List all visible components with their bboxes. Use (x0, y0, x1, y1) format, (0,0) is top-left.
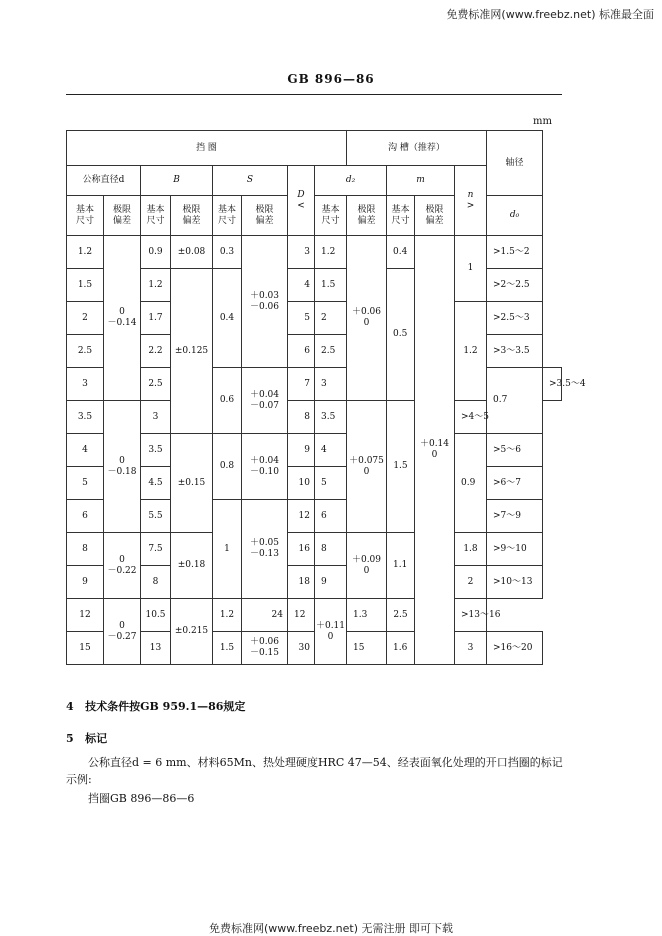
cell-d: 8 (67, 533, 104, 566)
dev-b-b: ±0.125 (171, 269, 213, 434)
sub-dev (171, 196, 213, 236)
cell-line: －0.06 (249, 301, 280, 312)
section-5 (66, 730, 107, 746)
cell-d: 1.2 (67, 236, 104, 269)
dev-b-d: ±0.18 (171, 533, 213, 599)
cell-d0: >9～10 (487, 533, 543, 566)
cell-line: 尺寸 (391, 215, 410, 226)
dev-d2-c (347, 533, 387, 599)
cell-d: 6 (67, 500, 104, 533)
cell-b: 1.7 (141, 302, 171, 335)
cell-d2: 5 (315, 467, 347, 500)
cell-line: 0 (431, 450, 438, 460)
cell-line: 0 (363, 565, 370, 576)
head-n-letter: n (467, 189, 474, 200)
group-ring: 挡 圈 (67, 131, 347, 166)
marking-paragraph: 公称直径d = 6 mm、材料65Mn、热处理硬度HRC 47—54、经表面氧化处理的开口挡圈的标记示例: (66, 756, 563, 786)
cell-line: ＋0.14 (419, 439, 450, 449)
unit-label: mm (533, 116, 552, 127)
dev-d-b (104, 401, 141, 533)
cell-line: 0 (119, 307, 125, 317)
cell-d: 5 (67, 467, 104, 500)
cell-D: 9 (288, 434, 315, 467)
cell-m: 1.3 (347, 599, 387, 632)
cell-m: 1.1 (387, 533, 415, 599)
dev-s-a (242, 236, 288, 368)
cell-line: 基本 (391, 204, 410, 215)
cell-b: 0.9 (141, 236, 171, 269)
cell-line: 尺寸 (217, 215, 236, 226)
cell-line: 尺寸 (146, 215, 165, 226)
dev-s-e (242, 632, 288, 665)
cell-line: ＋0.04 (249, 389, 280, 400)
cell-s: 0.8 (213, 434, 242, 500)
cell-line: 偏差 (255, 215, 274, 226)
cell-line: ＋0.06 (351, 307, 382, 317)
cell-d0: >13～16 (455, 599, 487, 632)
dev-d-c (104, 533, 141, 599)
cell-n: 1 (455, 236, 487, 302)
cell-line: －0.27 (107, 631, 137, 642)
dev-s-b (242, 368, 288, 434)
head-nominal-d: 公称直径d (67, 166, 141, 196)
cell-d0: >5～6 (487, 434, 543, 467)
section-4-num: 4 (66, 700, 74, 713)
head-D-sym: < (297, 200, 305, 211)
cell-b: 7.5 (141, 533, 171, 566)
cell-D: 5 (288, 302, 315, 335)
cell-line: 基本 (321, 204, 340, 215)
cell-m: 0.4 (387, 236, 415, 269)
cell-d2: 15 (347, 632, 387, 665)
cell-b: 13 (141, 632, 171, 665)
sub-dev (104, 196, 141, 236)
sub-basic (213, 196, 242, 236)
cell-line: －0.07 (249, 400, 280, 411)
cell-line: 0 (363, 466, 370, 477)
cell-line: －0.10 (249, 466, 280, 477)
cell-s: 0.6 (213, 368, 242, 434)
cell-line: 0 (327, 631, 334, 642)
cell-line: 0 (119, 620, 125, 631)
marking-example: 挡圈GB 896—86—6 (88, 792, 195, 805)
cell-line: ＋0.03 (249, 290, 280, 301)
cell-D: 18 (288, 566, 315, 599)
cell-b: 2.5 (141, 368, 171, 401)
cell-d: 2 (67, 302, 104, 335)
cell-s: 1.5 (213, 632, 242, 665)
dev-d-d (104, 599, 141, 665)
cell-line: －0.15 (249, 648, 280, 658)
cell-s: 0.3 (213, 236, 242, 269)
cell-b: 1.2 (141, 269, 171, 302)
cell-n: 2.5 (387, 599, 415, 632)
cell-line: ＋0.11 (315, 620, 346, 631)
cell-b: 5.5 (141, 500, 171, 533)
cell-d0: >1.5～2 (487, 236, 543, 269)
cell-d0: >3～3.5 (487, 335, 543, 368)
cell-d: 12 (67, 599, 104, 632)
cell-d: 2.5 (67, 335, 104, 368)
cell-s: 1.2 (213, 599, 242, 632)
head-m: m (387, 166, 455, 196)
cell-line: ＋0.04 (249, 455, 280, 466)
cell-line: ＋0.06 (249, 637, 280, 647)
head-n (455, 166, 487, 236)
standard-number: GB 896—86 (287, 72, 375, 86)
cell-D: 30 (288, 632, 315, 665)
cell-m: 0.7 (487, 368, 543, 434)
cell-d: 15 (67, 632, 104, 665)
cell-d0: >10～13 (487, 566, 543, 599)
cell-line: ＋0.05 (249, 538, 280, 548)
head-D (288, 166, 315, 236)
cell-line: 极限 (182, 204, 201, 215)
cell-m: 0.9 (455, 434, 487, 533)
cell-d: 3.5 (67, 401, 104, 434)
cell-s: 1 (213, 500, 242, 599)
cell-n: 1.5 (387, 401, 415, 533)
head-s: S (213, 166, 288, 196)
cell-d0: >2.5～3 (487, 302, 543, 335)
dev-s-d (242, 500, 288, 599)
cell-line: ＋0.075 (349, 455, 384, 466)
cell-b: 8 (141, 566, 171, 599)
group-groove: 沟 槽（推荐） (347, 131, 487, 166)
cell-d2: 4 (315, 434, 347, 467)
cell-d: 9 (67, 566, 104, 599)
cell-line: －0.22 (107, 565, 137, 576)
dev-d2-a (347, 236, 387, 401)
dev-d-a (104, 236, 141, 401)
section-4-title: 技术条件按GB 959.1—86规定 (85, 700, 246, 713)
cell-n: 1.2 (455, 302, 487, 401)
head-D-letter: D (297, 189, 305, 200)
spec-table (66, 130, 586, 665)
cell-line: 尺寸 (321, 215, 340, 226)
sub-dev (242, 196, 288, 236)
cell-d0: >4～5 (455, 401, 487, 434)
footer-banner: 免费标准网(www.freebz.net) 无需注册 即可下载 (208, 922, 454, 935)
cell-line: 基本 (217, 204, 236, 215)
cell-d2: 9 (315, 566, 347, 599)
cell-D: 16 (288, 533, 315, 566)
cell-d: 1.5 (67, 269, 104, 302)
cell-line: 偏差 (182, 215, 201, 226)
cell-line: 偏差 (112, 215, 131, 226)
cell-D: 24 (242, 599, 288, 632)
head-b: B (141, 166, 213, 196)
cell-b: 4.5 (141, 467, 171, 500)
cell-d: 4 (67, 434, 104, 467)
cell-D: 8 (288, 401, 315, 434)
site-banner: 免费标准网(www.freebz.net) 标准最全面 (446, 8, 654, 21)
cell-d2: 8 (315, 533, 347, 566)
cell-line: 极限 (255, 204, 274, 215)
cell-line: 极限 (425, 204, 444, 215)
cell-line: 0 (363, 318, 370, 328)
section-5-num: 5 (66, 732, 74, 745)
cell-b: 3.5 (141, 434, 171, 467)
sub-basic (315, 196, 347, 236)
dev-d2-b (347, 401, 387, 533)
cell-d0: >3.5～4 (543, 368, 562, 401)
cell-d2: 2 (315, 302, 347, 335)
cell-line: 基本 (75, 204, 94, 215)
cell-m: 0.5 (387, 269, 415, 401)
cell-D: 3 (288, 236, 315, 269)
cell-line: 偏差 (425, 215, 444, 226)
cell-d2: 1.5 (315, 269, 347, 302)
cell-line: －0.18 (107, 466, 137, 477)
cell-b: 10.5 (141, 599, 171, 632)
cell-d2: 2.5 (315, 335, 347, 368)
dev-d2-d (315, 599, 347, 665)
section-4 (66, 698, 245, 714)
cell-s: 0.4 (213, 269, 242, 368)
cell-b: 2.2 (141, 335, 171, 368)
cell-d0: >7～9 (487, 500, 543, 533)
cell-line: 0 (119, 455, 125, 466)
dev-b-a: ±0.08 (171, 236, 213, 269)
head-d2: d₂ (315, 166, 387, 196)
cell-n: 3 (455, 632, 487, 665)
dev-b-e: ±0.215 (171, 599, 213, 665)
sub-basic (387, 196, 415, 236)
cell-D: 7 (288, 368, 315, 401)
cell-d2: 3.5 (315, 401, 347, 434)
dev-s-c (242, 434, 288, 500)
head-d0: d₀ (487, 196, 543, 236)
cell-d0: >2～2.5 (487, 269, 543, 302)
cell-line: 尺寸 (75, 215, 94, 226)
header-rule (66, 94, 562, 95)
cell-line: ＋0.09 (351, 554, 382, 565)
cell-d2: 12 (288, 599, 315, 632)
head-n-sym: > (466, 200, 475, 211)
cell-n: 1.8 (455, 533, 487, 566)
cell-d2: 3 (315, 368, 347, 401)
sub-basic (141, 196, 171, 236)
cell-d2: 6 (315, 500, 347, 533)
cell-D: 10 (288, 467, 315, 500)
sub-dev (415, 196, 455, 236)
cell-line: －0.14 (107, 318, 137, 328)
cell-line: 偏差 (357, 215, 376, 226)
cell-D: 4 (288, 269, 315, 302)
cell-D: 6 (288, 335, 315, 368)
sub-dev (347, 196, 387, 236)
cell-d0: >16～20 (487, 632, 543, 665)
cell-line: 基本 (146, 204, 165, 215)
sub-basic (67, 196, 104, 236)
cell-d: 3 (67, 368, 104, 401)
cell-line: 0 (119, 554, 125, 565)
cell-line: 极限 (112, 204, 131, 215)
cell-b: 3 (141, 401, 171, 434)
cell-d0: >6～7 (487, 467, 543, 500)
cell-D: 12 (288, 500, 315, 533)
cell-n: 2 (455, 566, 487, 599)
cell-m: 1.6 (387, 632, 415, 665)
dev-b-c: ±0.15 (171, 434, 213, 533)
group-shaft: 轴径 (487, 131, 543, 196)
cell-d2: 1.2 (315, 236, 347, 269)
section-5-title: 标记 (85, 732, 108, 745)
dev-m-a (415, 236, 455, 665)
cell-line: －0.13 (249, 549, 280, 559)
cell-line: 极限 (357, 204, 376, 215)
